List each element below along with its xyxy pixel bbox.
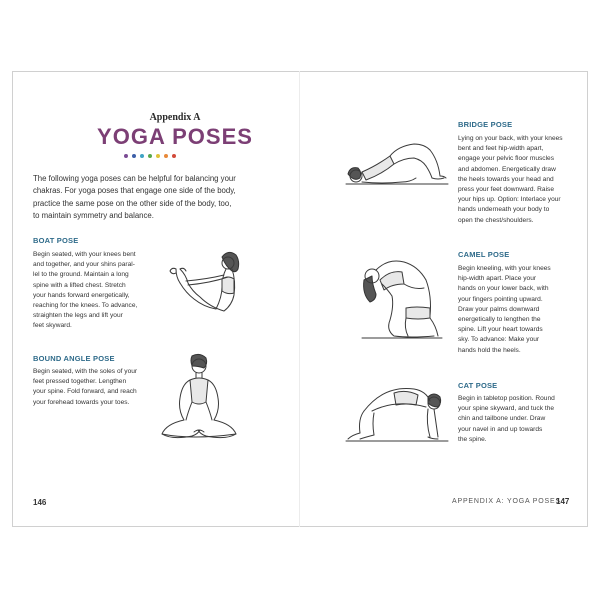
chakra-dots	[124, 154, 176, 160]
bound-angle-pose-title: BOUND ANGLE POSE	[33, 354, 115, 363]
boat-pose-illustration	[160, 245, 250, 325]
boat-pose-text	[33, 250, 173, 332]
camel-pose-line: sky. To advance: Make your	[458, 336, 540, 344]
chakra-dot	[124, 154, 128, 158]
cat-pose-line: your navel in and up towards	[458, 425, 543, 433]
bound-angle-pose-line: your spine. Fold forward, and reach	[33, 388, 137, 396]
bridge-pose-line: the heels towards your head and	[458, 175, 554, 183]
boat-pose-line: reaching for the knees. To advance,	[33, 302, 138, 310]
cat-pose-line: Begin in tabletop position. Round	[458, 395, 555, 402]
boat-pose-title: BOAT POSE	[33, 236, 79, 245]
bound-angle-pose-line: your forehead towards your toes.	[33, 398, 130, 406]
boat-pose-line: lel to the ground. Maintain a long	[33, 271, 129, 279]
intro-line: The following yoga poses can be helpful for balancing your	[33, 174, 236, 183]
bridge-pose-line: bent and feet hip-width apart,	[458, 145, 544, 153]
cat-pose-line: the spine.	[458, 435, 487, 443]
chakra-dot	[148, 154, 152, 158]
chakra-dot	[132, 154, 136, 158]
cat-pose-illustration	[344, 383, 450, 445]
bridge-pose-illustration	[344, 136, 450, 192]
cat-pose-line: your spine skyward, and tuck the	[458, 405, 555, 413]
chakra-dot	[140, 154, 144, 158]
book-gutter	[299, 71, 300, 527]
cat-pose-line: chin and tailbone under. Draw	[458, 415, 546, 423]
bridge-pose-line: press your feet downward. Raise	[458, 186, 555, 194]
bridge-pose-line: hands underneath your body to	[458, 206, 550, 214]
left-page-number: 146	[33, 498, 47, 507]
intro-line: to maintain symmetry and balance.	[33, 210, 154, 220]
bound-angle-pose-line: Begin seated, with the soles of your	[33, 368, 138, 375]
bound-angle-pose-text	[33, 367, 173, 408]
camel-pose-line: Begin kneeling, with your knees	[458, 265, 551, 272]
chakra-dot	[156, 154, 160, 158]
bridge-pose-line: and abdomen. Energetically draw	[458, 165, 556, 173]
bridge-pose-line: your hips up. Option: Interlace your	[458, 196, 561, 204]
bridge-pose-title: BRIDGE POSE	[458, 120, 513, 129]
intro-line: chakras. For yoga poses that engage one side of the body,	[33, 186, 236, 196]
camel-pose-line: hands hold the heels.	[458, 346, 521, 354]
bound-angle-pose-illustration	[160, 352, 238, 444]
bridge-pose-line: Lying on your back, with your knees	[458, 135, 563, 142]
cat-pose-title: CAT POSE	[458, 381, 498, 390]
chakra-dot	[172, 154, 176, 158]
intro-paragraph	[33, 173, 273, 222]
camel-pose-title: CAMEL POSE	[458, 250, 510, 259]
camel-pose-line: Draw your palms downward	[458, 305, 540, 313]
page-title: YOGA POSES	[97, 124, 253, 149]
cat-pose-text	[458, 394, 583, 445]
chakra-dot	[164, 154, 168, 158]
bridge-pose-line: engage your pelvic floor muscles	[458, 155, 555, 163]
boat-pose-line: Begin seated, with your knees bent	[33, 251, 136, 258]
camel-pose-line: hands on your lower back, with	[458, 285, 549, 293]
bound-angle-pose-line: feet pressed together. Lengthen	[33, 378, 127, 386]
boat-pose-line: and together, and your shins paral-	[33, 261, 135, 269]
camel-pose-illustration	[360, 258, 444, 342]
camel-pose-text	[458, 264, 583, 356]
appendix-label: Appendix A	[149, 112, 201, 123]
camel-pose-line: your fingers pointing upward.	[458, 295, 543, 303]
bridge-pose-line: open the chest/shoulders.	[458, 216, 534, 224]
camel-pose-line: hip-width apart. Place your	[458, 275, 537, 283]
running-head: APPENDIX A: YOGA POSES	[452, 498, 561, 505]
boat-pose-line: straighten the legs and lift your	[33, 312, 123, 320]
boat-pose-line: feet skyward.	[33, 322, 72, 330]
camel-pose-line: spine. Lift your heart towards	[458, 326, 543, 334]
intro-line: practice the same pose on the other side of the body, too,	[33, 198, 232, 208]
right-page-number: 147	[556, 497, 570, 506]
bridge-pose-text	[458, 134, 583, 226]
boat-pose-line: spine with a lifted chest. Stretch	[33, 281, 126, 289]
camel-pose-line: energetically to lengthen the	[458, 316, 541, 324]
boat-pose-line: your hands forward energetically,	[33, 291, 130, 299]
